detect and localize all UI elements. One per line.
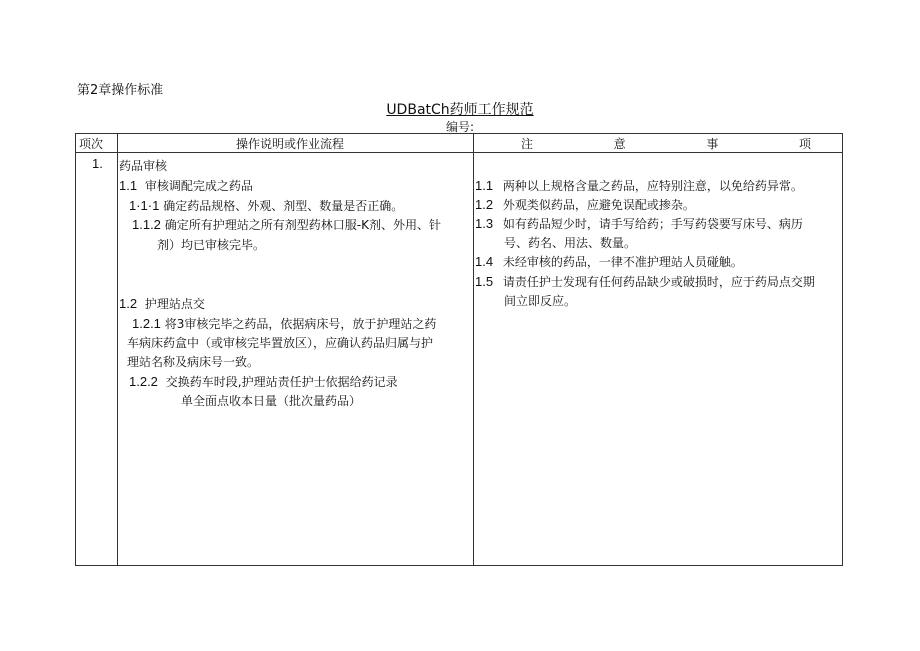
header-notes-char: 事 <box>706 137 719 151</box>
step-text: 将3审核完毕之药品，依据病床号，放于护理站之药 <box>164 317 437 331</box>
note-number: 1.1 <box>475 178 494 193</box>
note-text: 未经审核的药品，一律不准护理站人员碰触。 <box>502 255 743 269</box>
column-divider-1 <box>117 134 118 565</box>
header-notes <box>521 135 811 152</box>
step-number: 1.2.1 <box>132 316 161 331</box>
note-1-4 <box>475 253 743 270</box>
header-divider <box>76 152 842 153</box>
column-divider-2 <box>473 134 474 565</box>
document-title-text: 药师工作规范 <box>449 102 534 118</box>
step-number: 1.2 <box>119 296 138 311</box>
note-1-2 <box>475 196 695 213</box>
step-text: 审核调配完成之药品 <box>144 179 253 193</box>
note-number: 1.2 <box>475 197 494 212</box>
step-1-2-1-cont: 理站名称及病床号一致。 <box>127 355 260 369</box>
note-number: 1.4 <box>475 254 494 269</box>
step-1-1-1 <box>129 197 403 214</box>
step-text: 护理站点交 <box>144 297 205 311</box>
note-text: 两种以上规格含量之药品，应特别注意，以免给药异常。 <box>502 179 803 193</box>
step-number: 1·1·1 <box>129 198 160 213</box>
note-1-5-cont: 间立即反应。 <box>504 294 577 308</box>
step-number: 1.1.2 <box>132 217 161 232</box>
header-notes-char: 项 <box>798 137 811 151</box>
step-1-2-2-cont: 单全面点收本日量（批次量药品） <box>181 394 362 408</box>
step-1-1-2-cont: 剂）均已审核完毕。 <box>157 238 266 252</box>
step-1-1-2 <box>132 216 441 233</box>
document-number-label: 编号: <box>446 120 475 134</box>
note-1-5 <box>475 273 815 290</box>
row-index: 1. <box>92 156 103 171</box>
header-notes-char: 注 <box>521 137 534 151</box>
step-1-1 <box>119 177 253 194</box>
note-number: 1.5 <box>475 274 494 289</box>
step-text: 确定药品规格、外观、剂型、数量是否正确。 <box>163 199 404 213</box>
operation-standard-table <box>75 133 843 566</box>
note-number: 1.3 <box>475 216 494 231</box>
note-text: 外观类似药品，应避免误配或掺杂。 <box>502 198 695 212</box>
header-index: 项次 <box>79 137 104 151</box>
step-text: 确定所有护理站之所有剂型药林口服-K剂、外用、针 <box>164 218 441 232</box>
note-1-3-cont: 号、药名、用法、数量。 <box>504 236 637 250</box>
step-1-2-1 <box>132 315 436 332</box>
note-1-1 <box>475 177 803 194</box>
step-1-2-2 <box>129 373 398 390</box>
header-notes-char: 意 <box>613 137 626 151</box>
chapter-heading: 第2章操作标准 <box>77 83 164 98</box>
step-text: 交换药车时段,护理站责任护士依据给药记录 <box>165 375 398 389</box>
step-1-2 <box>119 295 205 312</box>
document-title <box>0 99 920 119</box>
note-1-3 <box>475 215 803 232</box>
document-title-code: UDBatCh <box>386 102 450 118</box>
note-text: 如有药品短少时，请手写给药；手写药袋要写床号、病历 <box>502 217 803 231</box>
step-number: 1.1 <box>119 178 138 193</box>
section-title: 药品审核 <box>119 159 168 173</box>
header-operation: 操作说明或作业流程 <box>236 137 345 151</box>
note-text: 请责任护士发现有任何药品缺少或破损时，应于药局点交期 <box>502 275 815 289</box>
step-number: 1.2.2 <box>129 374 158 389</box>
step-1-2-1-cont: 车病床药盒中（或审核完毕置放区），应确认药品归属与护 <box>127 336 434 350</box>
